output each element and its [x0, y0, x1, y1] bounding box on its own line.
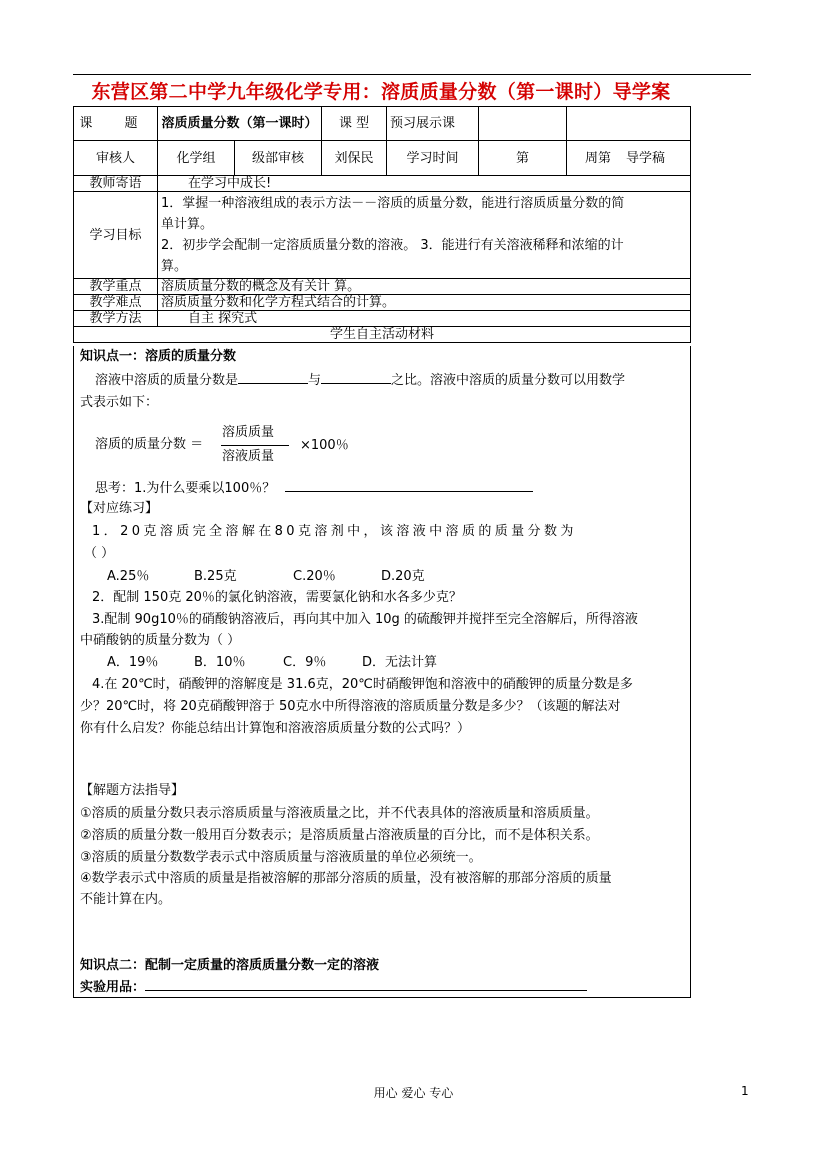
intro-text: 溶液中溶质的质量分数是: [95, 373, 239, 388]
formula-left: 溶质的质量分数 ＝: [95, 437, 204, 452]
think-question: [95, 480, 533, 498]
teaching-method-value: 自主 探究式: [158, 311, 691, 327]
week-prefix: 第: [516, 150, 530, 166]
formula-denominator: 溶液质量: [222, 449, 275, 464]
row-section-title: [74, 327, 691, 343]
guidance-item: ④数学表示式中溶质的质量是指被溶解的那部分溶质的质量，没有被溶解的那部分溶质的质量: [80, 871, 612, 886]
difficulties-value: 溶质质量分数和化学方程式结合的计算。: [158, 295, 691, 311]
materials-answer-line[interactable]: [145, 990, 587, 991]
key-points-label: 教学重点: [74, 279, 158, 295]
question-2: 2．配制 150克 20％的氯化钠溶液，需要氯化钠和水各多少克？: [92, 590, 462, 605]
reviewer-label: 审核人: [74, 141, 158, 176]
guidance-item: ③溶质的质量分数数学表示式中溶质质量与溶液质量的单位必须统一。: [80, 850, 482, 865]
q3-option: D．无法计算: [362, 655, 438, 670]
goal-line: 1．掌握一种溶液组成的表示方法－－溶质的质量分数，能进行溶质质量分数的简: [161, 196, 625, 211]
footer-motto: 用心 爱心 专心: [373, 1086, 454, 1100]
guidance-item: 不能计算在内。: [80, 892, 172, 907]
q1-option: B.25克: [194, 569, 237, 584]
knowledge-point-2-heading: 知识点二：配制一定质量的溶质质量分数一定的溶液: [80, 958, 380, 973]
teacher-message-value: 在学习中成长!: [158, 176, 691, 192]
lesson-type-value: 预习展示课: [387, 107, 479, 141]
knowledge-point-1-heading: 知识点一：溶质的质量分数: [80, 349, 237, 364]
question-4: 4.在 20℃时，硝酸钾的溶解度是 31.6克，20℃时硝酸钾饱和溶液中的硝酸钾的质量分数是多: [92, 677, 633, 692]
q1-option: A.25％: [107, 569, 150, 584]
materials-label: 实验用品：: [80, 980, 146, 995]
answer-line[interactable]: [285, 491, 533, 492]
top-rule: [73, 74, 751, 75]
activity-section-title: 学生自主活动材料: [74, 327, 691, 343]
empty-cell: [479, 107, 567, 141]
empty-cell: [567, 107, 691, 141]
row-key-points: [74, 279, 691, 295]
question-3: 中硝酸钠的质量分数为（ ）: [80, 633, 241, 648]
goal-line: 单计算。: [161, 217, 214, 232]
think-text: 思考：1.为什么要乘以100％？: [95, 481, 276, 496]
difficulties-label: 教学难点: [74, 295, 158, 311]
q3-option: C．9％: [283, 655, 327, 670]
question-4: 少？20℃时，将 20克硝酸钾溶于 50克水中所得溶液的溶质质量分数是多少？（该题的解法对: [80, 699, 621, 714]
row-topic: [74, 107, 691, 141]
document-title: 东营区第二中学九年级化学专用：溶质质量分数（第一课时）导学案: [91, 81, 671, 103]
fill-blank[interactable]: [321, 383, 391, 384]
study-time-label: 学习时间: [387, 141, 479, 176]
fraction-bar: [221, 445, 289, 446]
row-learning-goals: [74, 192, 691, 279]
intro-line: [95, 372, 625, 390]
fill-blank[interactable]: [238, 383, 308, 384]
doc-type: 导学稿: [626, 150, 666, 166]
topic-label: 课 题: [74, 107, 158, 141]
key-points-value: 溶质质量分数的概念及有关计 算。: [158, 279, 691, 295]
question-1: 1．20克溶质完全溶解在80克溶剂中，该溶液中溶质的质量分数为: [92, 524, 577, 539]
grade-review-label: 级部审核: [235, 141, 322, 176]
topic-value: 溶质质量分数（第一课时）: [158, 107, 322, 141]
goal-line: 算。: [161, 259, 188, 274]
reviewer-value: 化学组: [158, 141, 235, 176]
grade-reviewer-value: 刘保民: [322, 141, 387, 176]
question-4: 你有什么启发？你能总结出计算饱和溶液溶质质量分数的公式吗？）: [80, 721, 471, 736]
learning-goals-label: 学习目标: [74, 192, 158, 279]
q1-option: C.20％: [293, 569, 336, 584]
goal-line: 2．初步学会配制一定溶质质量分数的溶液。 3．能进行有关溶液稀释和浓缩的计: [161, 238, 624, 253]
teacher-message-label: 教师寄语: [74, 176, 158, 192]
question-3: 3.配制 90g10％的硝酸钠溶液后，再向其中加入 10g 的硫酸钾并搅拌至完全溶解后，所得溶液: [92, 612, 638, 627]
study-week-cell-2: [567, 141, 691, 176]
week-suffix: 周第: [585, 150, 612, 166]
row-reviewers: [74, 141, 691, 176]
row-teacher-message: [74, 176, 691, 192]
intro-text: 与: [308, 373, 322, 388]
teaching-method-label: 教学方法: [74, 311, 158, 327]
learning-goals-value: [158, 192, 691, 279]
formula-right: ×100％: [300, 438, 349, 453]
q3-option: B．10％: [194, 655, 246, 670]
page-number: 1: [741, 1084, 749, 1098]
exercise-heading: 【对应练习】: [80, 501, 159, 516]
q1-option: D.20克: [381, 569, 425, 584]
guidance-item: ①溶质的质量分数只表示溶质质量与溶液质量之比，并不代表具体的溶液质量和溶质质量。: [80, 806, 599, 821]
intro-line: 式表示如下：: [80, 395, 159, 410]
guidance-item: ②溶质的质量分数一般用百分数表示；是溶质质量占溶液质量的百分比，而不是体积关系。: [80, 828, 599, 843]
intro-text: 之比。溶液中溶质的质量分数可以用数学: [391, 373, 626, 388]
question-1-choice: （ ）: [84, 546, 115, 561]
q3-option: A．19％: [107, 655, 159, 670]
materials-line: [80, 979, 587, 997]
study-week-cell: [479, 141, 567, 176]
formula-numerator: 溶质质量: [222, 425, 275, 440]
row-teaching-method: [74, 311, 691, 327]
guidance-heading: 【解题方法指导】: [80, 783, 185, 798]
lesson-header-table: [73, 106, 691, 343]
row-difficulties: [74, 295, 691, 311]
lesson-type-label: 课 型: [322, 107, 387, 141]
